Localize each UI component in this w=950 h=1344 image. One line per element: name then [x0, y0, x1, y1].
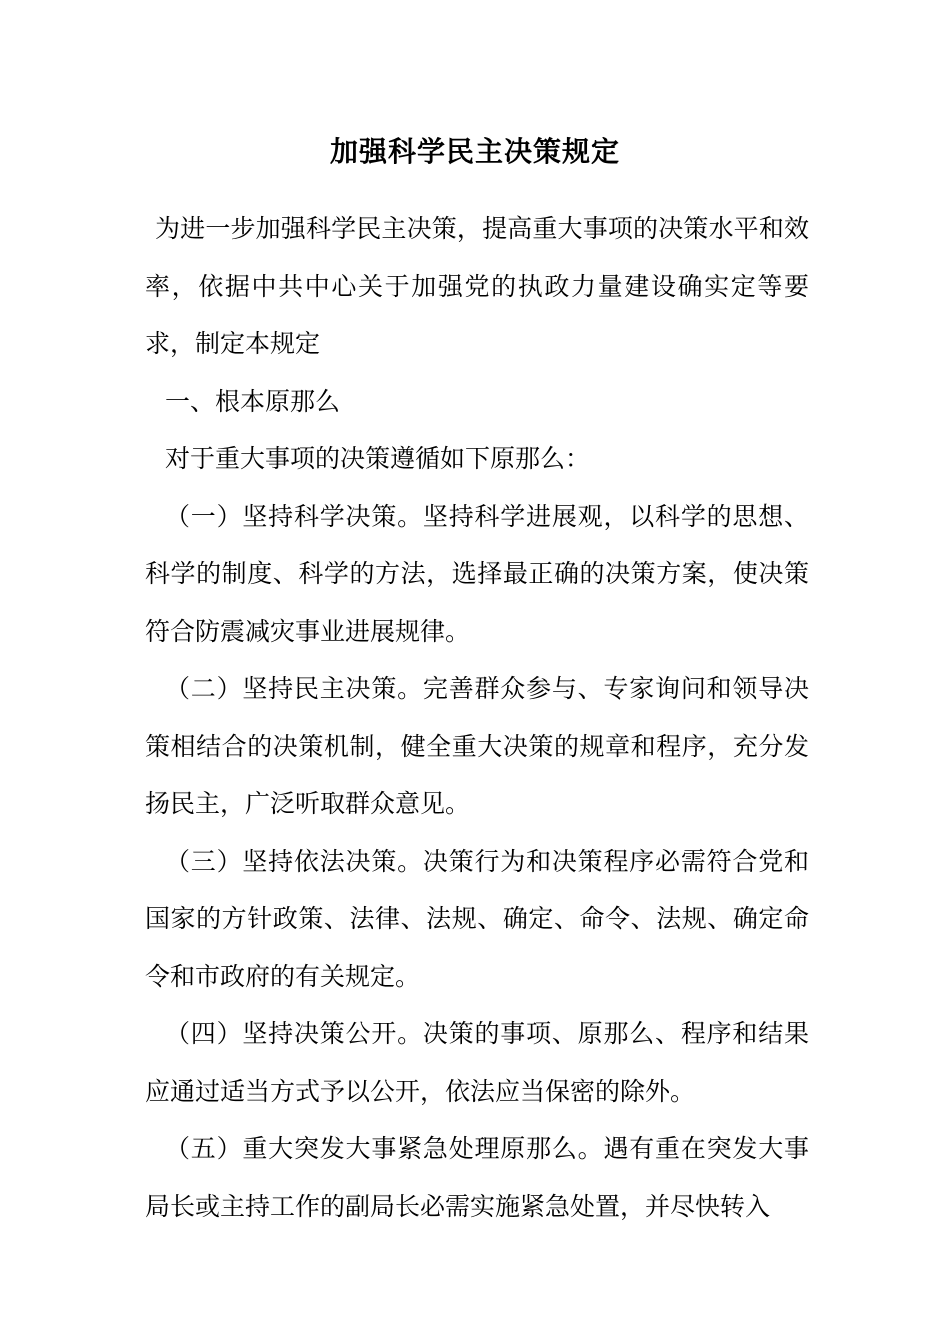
paragraph-principle-1: （一）坚持科学决策。坚持科学进展观，以科学的思想、科学的制度、科学的方法，选择最正确的决策方案，使决策符合防震减灾事业进展规律。: [145, 501, 809, 646]
paragraph-principle-5: （五）重大突发大事紧急处理原那么。遇有重在突发大事局长或主持工作的副局长必需实施紧急处置，并尽快转入: [145, 1134, 809, 1221]
section-heading-basic-principles: 一、根本原那么: [165, 386, 341, 416]
paragraph-intro: 为进一步加强科学民主决策，提高重大事项的决策水平和效率，依据中共中心关于加强党的执政力量建设确实定等要求，制定本规定: [145, 214, 809, 358]
document-body: [145, 200, 809, 1235]
document-title: 加强科学民主决策规定: [329, 135, 620, 168]
paragraph-principle-4: （四）坚持决策公开。决策的事项、原那么、程序和结果应通过适当方式予以公开，依法应当保密的除外。: [145, 1019, 809, 1106]
paragraph-principle-2: （二）坚持民主决策。完善群众参与、专家询问和领导决策相结合的决策机制，健全重大决策的规章和程序，充分发扬民主，广泛听取群众意见。: [145, 674, 809, 818]
paragraph-principles-lead: 对于重大事项的决策遵循如下原那么：: [165, 444, 591, 473]
paragraph-principle-3: （三）坚持依法决策。决策行为和决策程序必需符合党和国家的方针政策、法律、法规、确定、命令、法规、确定命令和市政府的有关规定。: [145, 846, 809, 991]
